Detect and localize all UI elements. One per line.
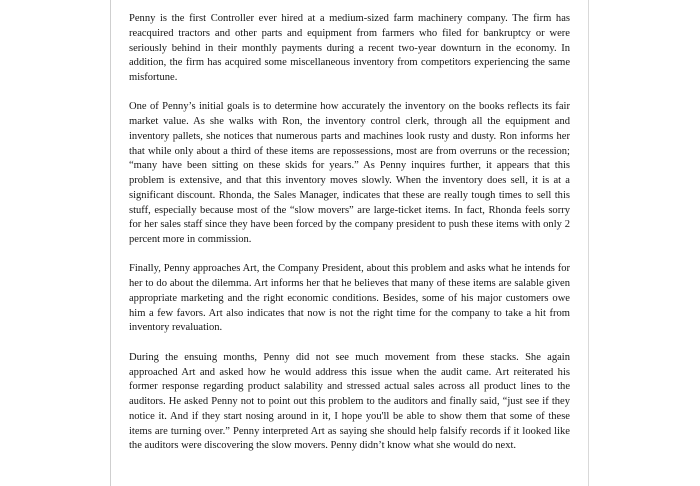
case-study-text bbox=[129, 12, 570, 469]
paragraph-2: One of Penny’s initial goals is to determine how accurately the inventory on the books reflects its fair market value. As she walks with Ron, the inventory control clerk, through all the equipment and inventory pallets, she notices that numerous parts and machines look rusty and dusty. Ron informs her that while only about a third of these items are repossessions, most are from overruns or the recession; “many have been sitting on these skids for years.” As Penny inquires further, it appears that this problem is extensive, and that this inventory moves slowly. When the inventory does sell, it is at a significant discount. Rhonda, the Sales Manager, indicates that these are really tough times to sell this stuff, especially because most of the “slow movers” are large-ticket items. In fact, Rhonda feels sorry for her sales staff since they have been forced by the company president to push these items with only 2 percent more in commission. bbox=[129, 101, 570, 246]
page-right-edge bbox=[588, 0, 589, 486]
page-left-edge bbox=[110, 0, 111, 486]
paragraph-1: Penny is the first Controller ever hired at a medium-sized farm machinery company. The firm has reacquired tractors and other parts and equipment from farmers who filed for bankruptcy or were seriously behind in their monthly payments during a recent two-year downturn in the economy. In addition, the firm has acquired some miscellaneous inventory from competitors experiencing the same misfortune. bbox=[129, 13, 570, 83]
paragraph-3: Finally, Penny approaches Art, the Company President, about this problem and asks what he intends for her to do about the dilemma. Art informs her that he believes that many of these items are salable given appropriate marketing and the right economic conditions. Besides, some of his major customers owe him a few favors. Art also indicates that now is not the right time for the company to take a hit from inventory revaluation. bbox=[129, 263, 570, 334]
paragraph-4: During the ensuing months, Penny did not see much movement from these stacks. She again approached Art and asked how he would address this issue when the audit came. Art reiterated his former response regarding product salability and stressed actual sales across all product lines to the auditors. He asked Penny not to point out this problem to the auditors and finally said, “just see if they notice it. And if they start nosing around in it, I hope you'll be able to show them that some of these items are turning over.” Penny interpreted Art as saying she should help falsify records if it looked like the auditors were discovering the slow movers. Penny didn’t know what she would do next. bbox=[129, 351, 570, 452]
